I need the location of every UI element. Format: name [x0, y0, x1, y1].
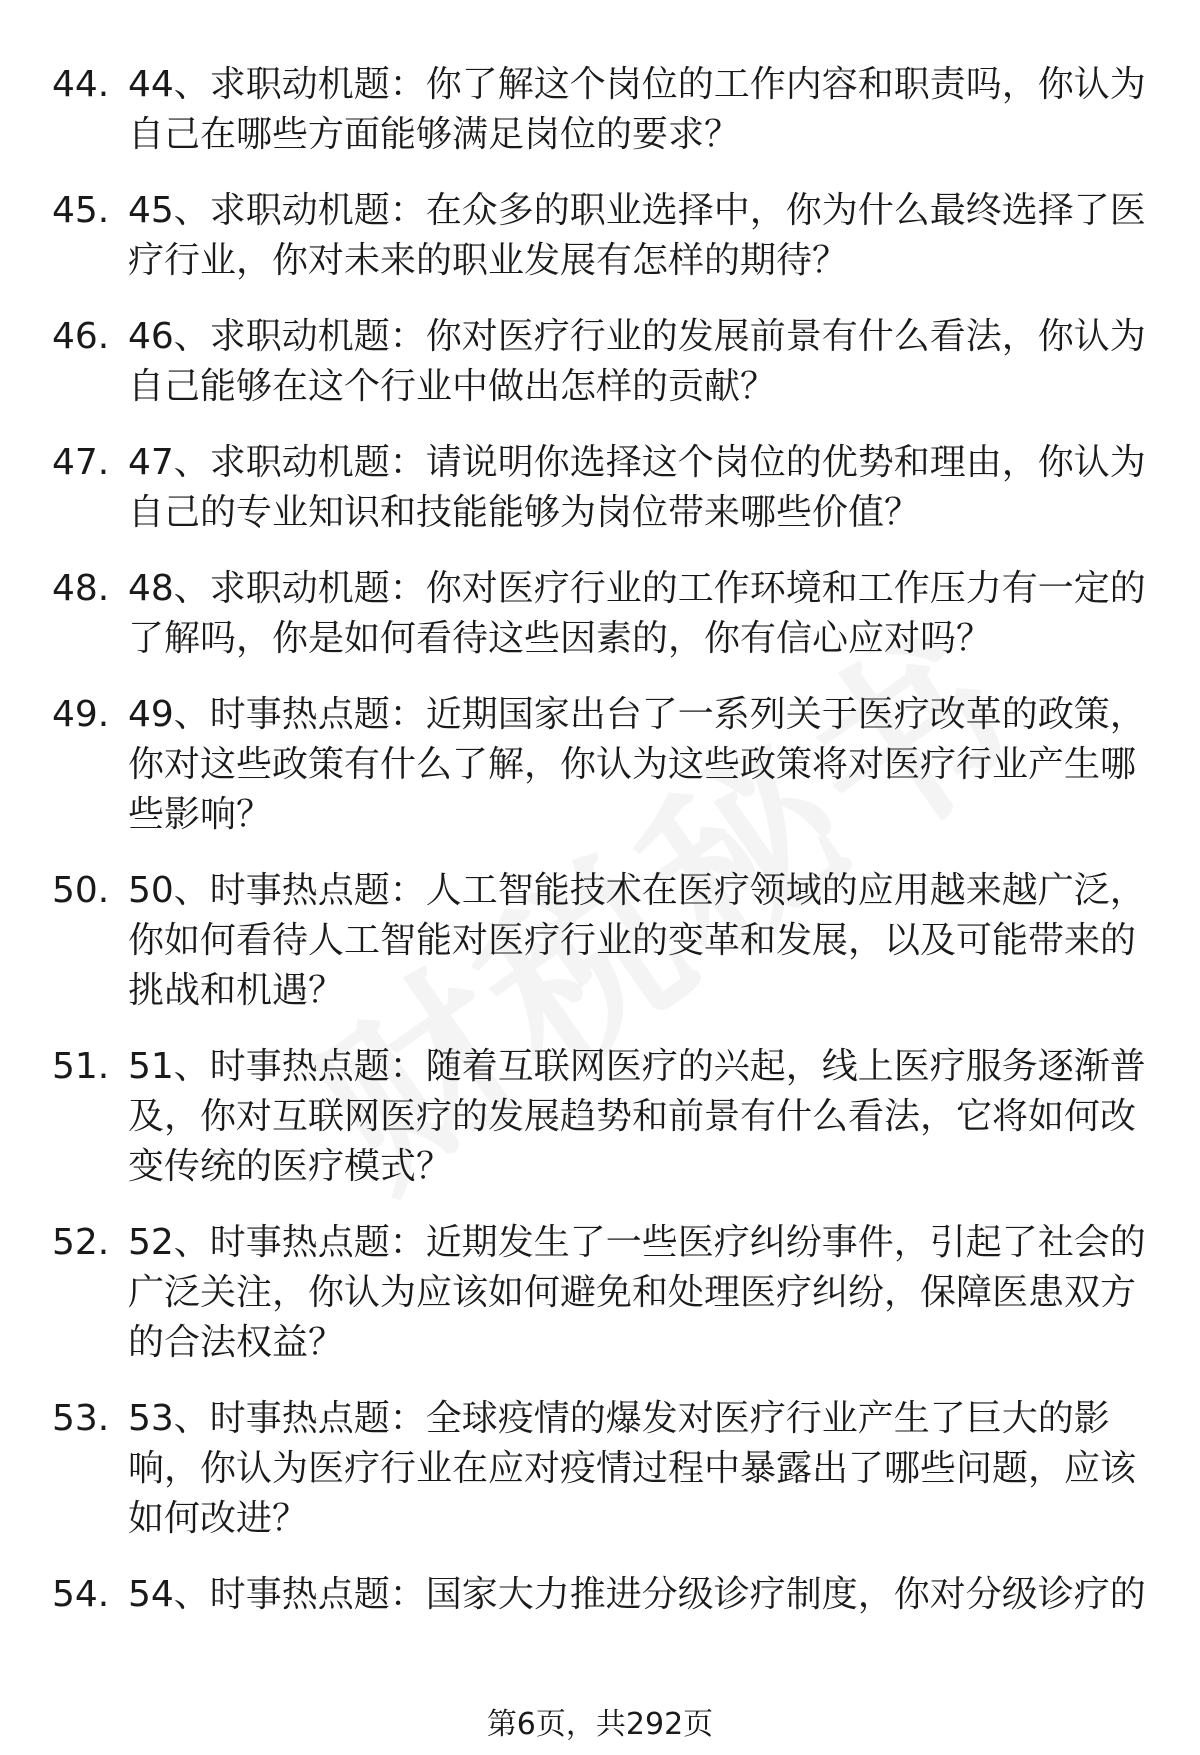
question-item-46 [52, 312, 1162, 412]
question-item-50 [52, 866, 1162, 1016]
question-item-52 [52, 1218, 1162, 1368]
question-list [52, 60, 1162, 1646]
question-item-51 [52, 1042, 1162, 1192]
question-number: 51. [52, 1046, 110, 1087]
page-number-footer: 第6页，共292页 [486, 1707, 714, 1742]
question-text: 52、时事热点题：近期发生了一些医疗纠纷事件，引起了社会的广泛关注，你认为应该如何避免和处理医疗纠纷，保障医患双方的合法权益？ [128, 1222, 1146, 1363]
question-number: 53. [52, 1398, 110, 1439]
question-item-49 [52, 690, 1162, 840]
question-item-47 [52, 438, 1162, 538]
question-item-45 [52, 186, 1162, 286]
question-text: 48、求职动机题：你对医疗行业的工作环境和工作压力有一定的了解吗，你是如何看待这些因素的，你有信心应对吗？ [128, 568, 1146, 659]
question-text: 47、求职动机题：请说明你选择这个岗位的优势和理由，你认为自己的专业知识和技能能够为岗位带来哪些价值？ [128, 442, 1146, 533]
question-number: 46. [52, 316, 110, 357]
question-text: 50、时事热点题：人工智能技术在医疗领域的应用越来越广泛，你如何看待人工智能对医疗行业的变革和发展，以及可能带来的挑战和机遇？ [128, 870, 1146, 1011]
question-number: 49. [52, 694, 110, 735]
question-number: 54. [52, 1574, 110, 1615]
question-text: 46、求职动机题：你对医疗行业的发展前景有什么看法，你认为自己能够在这个行业中做出怎样的贡献？ [128, 316, 1146, 407]
question-text: 54、时事热点题：国家大力推进分级诊疗制度，你对分级诊疗的 [128, 1574, 1146, 1615]
question-text: 53、时事热点题：全球疫情的爆发对医疗行业产生了巨大的影响，你认为医疗行业在应对疫情过程中暴露出了哪些问题，应该如何改进？ [128, 1398, 1137, 1539]
question-number: 45. [52, 190, 110, 231]
question-number: 48. [52, 568, 110, 609]
question-number: 47. [52, 442, 110, 483]
question-item-54 [52, 1570, 1162, 1620]
question-text: 44、求职动机题：你了解这个岗位的工作内容和职责吗，你认为自己在哪些方面能够满足岗位的要求？ [128, 64, 1146, 155]
question-text: 45、求职动机题：在众多的职业选择中，你为什么最终选择了医疗行业，你对未来的职业发展有怎样的期待？ [128, 190, 1146, 281]
question-item-53 [52, 1394, 1162, 1544]
question-text: 51、时事热点题：随着互联网医疗的兴起，线上医疗服务逐渐普及，你对互联网医疗的发展趋势和前景有什么看法，它将如何改变传统的医疗模式？ [128, 1046, 1146, 1187]
question-number: 52. [52, 1222, 110, 1263]
question-number: 44. [52, 64, 110, 105]
question-item-44 [52, 60, 1162, 160]
question-item-48 [52, 564, 1162, 664]
question-number: 50. [52, 870, 110, 911]
question-text: 49、时事热点题：近期国家出台了一系列关于医疗改革的政策，你对这些政策有什么了解，你认为这些政策将对医疗行业产生哪些影响？ [128, 694, 1146, 835]
